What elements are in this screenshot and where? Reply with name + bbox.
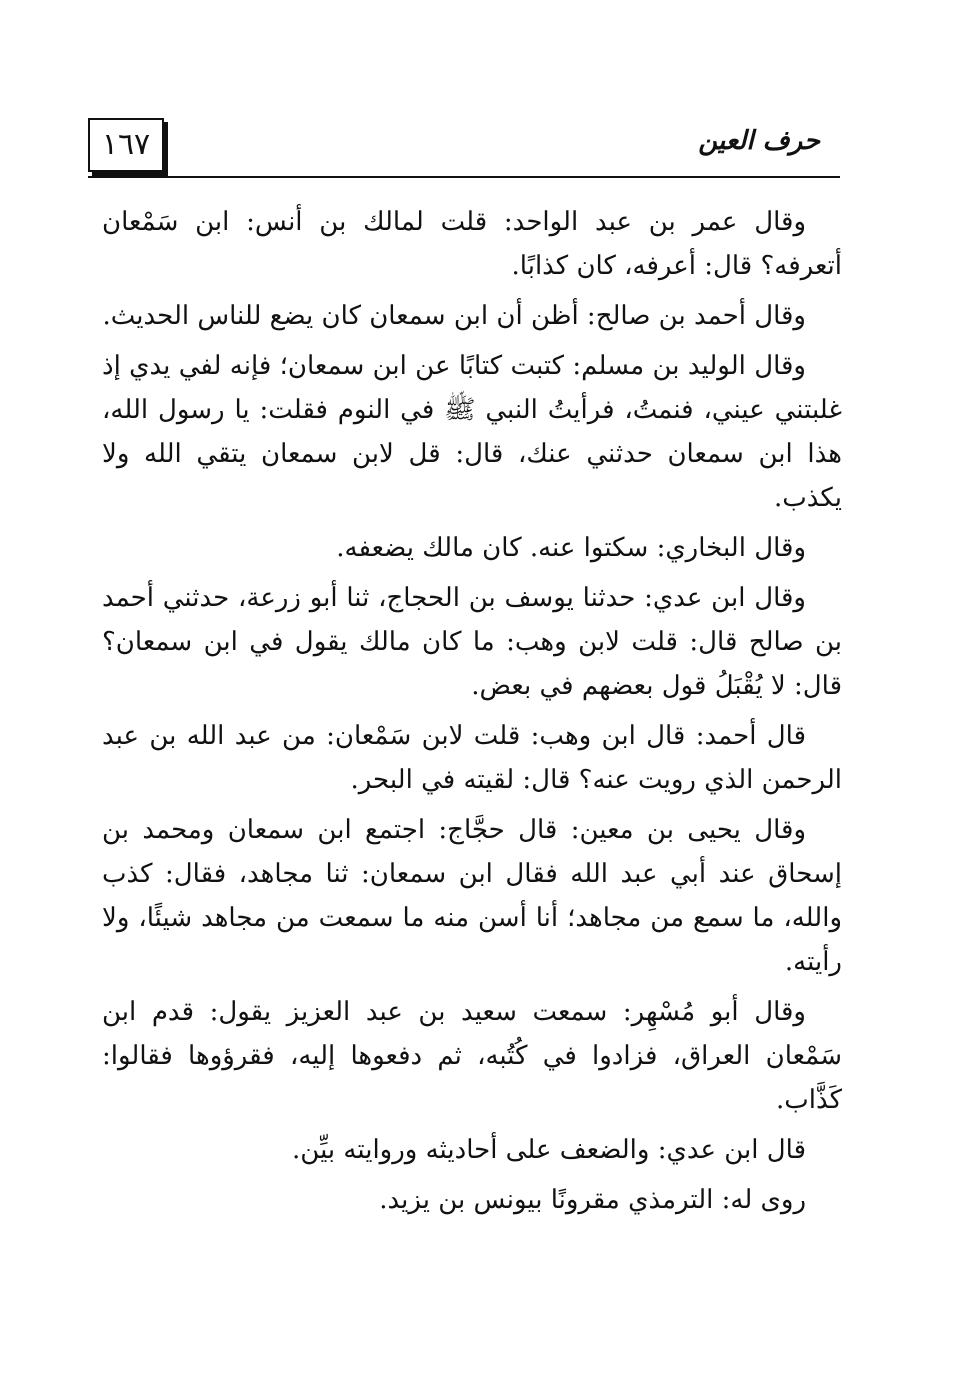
paragraph: وقال يحيى بن معين: قال حجَّاج: اجتمع ابن سمعان ومحمد بن إسحاق عند أبي عبد الله فقال ابن سمعان: ثنا مجاهد، فقال: كذب والله، ما سمع من مجاهد؛ أنا أسن منه ما سمعت من مجاهد شيئًا، ولا رأيته. <box>102 815 842 977</box>
paragraph: وقال الوليد بن مسلم: كتبت كتابًا عن ابن سمعان؛ فإنه لفي يدي إذ غلبتني عيني، فنمتُ، فرأيتُ النبي ﷺ في النوم فقلت: يا رسول الله، هذا ابن سمعان حدثني عنك، قال: قل لابن سمعان يتقي الله ولا يكذب. <box>102 351 842 513</box>
paragraph: وقال البخاري: سكتوا عنه. كان مالك يضعفه. <box>336 533 806 563</box>
page-header <box>88 118 840 184</box>
chapter-title: حرف العين <box>698 126 820 156</box>
page-number: ١٦٧ <box>88 118 164 172</box>
paragraph: قال أحمد: قال ابن وهب: قلت لابن سَمْعان: من عبد الله بن عبد الرحمن الذي رويت عنه؟ قال: لقيته في البحر. <box>102 721 842 795</box>
paragraph: قال ابن عدي: والضعف على أحاديثه وروايته بيِّن. <box>292 1135 806 1165</box>
paragraph: وقال ابن عدي: حدثنا يوسف بن الحجاج، ثنا أبو زرعة، حدثني أحمد بن صالح قال: قلت لابن وهب: ما كان مالك يقول في ابن سمعان؟ قال: لا يُقْبَلُ قول بعضهم في بعض. <box>102 583 842 701</box>
paragraph: وقال أحمد بن صالح: أظن أن ابن سمعان كان يضع للناس الحديث. <box>102 301 806 331</box>
header-divider <box>88 176 840 178</box>
body-text <box>102 200 842 1228</box>
paragraph: وقال عمر بن عبد الواحد: قلت لمالك بن أنس: ابن سَمْعان أتعرفه؟ قال: أعرفه، كان كذابًا. <box>102 207 842 281</box>
paragraph: روى له: الترمذي مقرونًا بيونس بن يزيد. <box>379 1185 806 1215</box>
paragraph: وقال أبو مُسْهِر: سمعت سعيد بن عبد العزيز يقول: قدم ابن سَمْعان العراق، فزادوا في كُتُبه، ثم دفعوها إليه، فقرؤوها فقالوا: كَذَّاب. <box>102 997 842 1115</box>
